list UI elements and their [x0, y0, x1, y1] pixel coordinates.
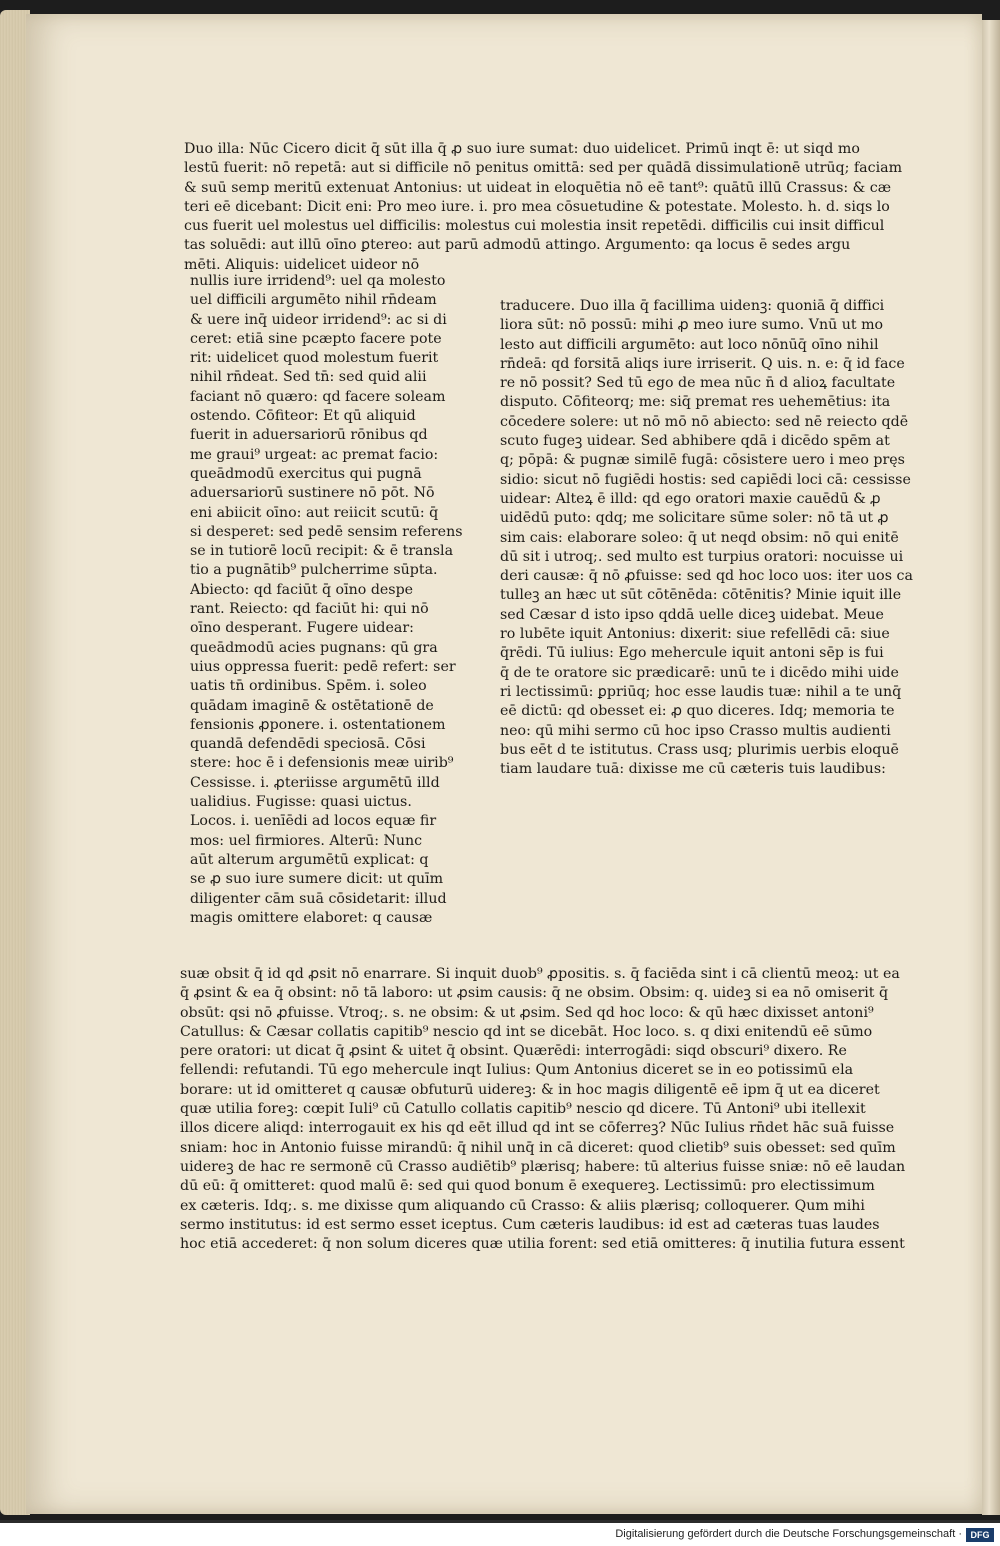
text-line: liora sūt: nō possū: mihi ꝓ meo iure sumo. Vnū ut mo: [500, 317, 884, 334]
text-line: se ꝓ suo iure sumere dicit: ut quīm: [190, 871, 444, 888]
text-line: borare: ut id omitteret q causæ obfuturū uidereꝫ: & in hoc magis diligentē eē ipm q̄ ut ea diceret: [180, 1081, 880, 1098]
page-right-edge: [982, 20, 1000, 1515]
text-line: mēti. Aliquis: uidelicet uideor nō: [184, 256, 420, 273]
text-line: tio a pugnātib⁹ pulcherrime sūpta.: [190, 562, 438, 579]
text-line: queādmodū acies pugnans: qū gra: [190, 639, 438, 656]
text-line: diligenter cām suā cōsidetarit: illud: [190, 890, 447, 907]
text-line: sim cais: elaborare soleo: q̄ ut neqd obsim: nō qui enitē: [500, 529, 899, 546]
text-line: q̄rēdi. Tū iulius: Ego mehercule iquit antoni sēp is fui: [500, 645, 884, 662]
text-line: illos dicere aliqd: interrogauit ex his qd eēt illud qd int se cōferreꝫ? Nūc Iulius rn̄det hāc suā fuisse: [180, 1120, 895, 1137]
text-line: sniam: hoc in Antonio fuisse mirandū: q̄ nihil unq̄ in cā diceret: quod clietib⁹ suis obesset: sed quīm: [180, 1139, 896, 1156]
text-line: Cessisse. i. ꝓteriisse argumētū illd: [190, 774, 440, 791]
text-line: uel difficili argumēto nihil rn̄deam: [190, 292, 437, 309]
text-line: neo: qū mihi sermo cū hoc ipso Crasso multis audienti: [500, 722, 891, 739]
text-line: nullis iure irridend⁹: uel qa molesto: [190, 273, 446, 289]
text-line: q̄ de te oratore sic prædicarē: unū te i dicēdo mihi uide: [500, 664, 899, 681]
text-line: & suū semp meritū extenuat Antonius: ut uideat in eloquētia nō eē tant⁹: quātū illū Crassus: & cæ: [184, 179, 892, 196]
text-line: tas soluēdi: aut illū oīno ꝑtereo: aut parū admodū attingo. Argumento: qa locus ē sedes argu: [184, 237, 851, 254]
text-block-bottom: [180, 965, 960, 1254]
text-line: faciant nō quæro: qd facere soleam: [190, 388, 446, 405]
text-line: lestū fuerit: nō repetā: aut si difficile nō penitus omittā: sed per quādā dissimulationē utrūq; faciam: [184, 160, 903, 177]
text-line: q; pōpā: & pugnæ similē fugā: cōsistere uero i meo pręs: [500, 452, 905, 469]
text-line: stere: hoc ē i defensionis meæ uirib⁹: [190, 755, 454, 772]
text-line: eē dictū: qd obesset ei: ꝓ quo diceres. Idq; memoria te: [500, 703, 895, 720]
text-line: aūt alterum argumētū explicat: q: [190, 851, 429, 868]
text-line: Abiecto: qd faciūt q̄ oīno despe: [190, 581, 414, 598]
footer-text: Digitalisierung gefördert durch die Deutsche Forschungsgemeinschaft ·: [615, 1528, 962, 1540]
text-line: me graui⁹ urgeat: ac premat facio:: [190, 446, 439, 463]
text-line: fellendi: refutandi. Tū ego mehercule inqt Iulius: Qum Antonius diceret se in eo potissimū ela: [180, 1062, 854, 1079]
text-line: deri causæ: q̄ nō ꝓfuisse: sed qd hoc loco uos: iter uos ca: [500, 568, 913, 585]
text-line: aduersariorū sustinere nō pōt. Nō: [190, 485, 435, 502]
text-line: dū eū: q̄ omitteret: quod malū ē: sed qui quod bonum ē exequereꝫ. Lectissimū: pro electissimum: [180, 1178, 875, 1195]
text-line: uius oppressa fuerit: pedē refert: ser: [190, 658, 456, 675]
text-line: quæ utilia foreꝫ: cœpit Iuli⁹ cū Catullo collatis capitib⁹ nescio qd dicere. Tū Antoni⁹ ubi itellexit: [180, 1101, 866, 1118]
text-line: Duo illa: Nūc Cicero dicit q̄ sūt illa q̄ ꝓ suo iure sumat: duo uidelicet. Primū inqt ē: ut siqd mo: [184, 141, 860, 157]
text-block-top: [184, 140, 960, 275]
text-line: scuto fugeꝫ uidear. Sed abhibere qdā i dicēdo spēm at: [500, 433, 890, 450]
text-line: fuerit in aduersariorū rōnibus qd: [190, 427, 428, 444]
text-line: q̄ ꝓsint & ea q̄ obsint: nō tā laboro: ut ꝓsim causis: q̄ ne obsim. Obsim: q. uideꝫ si ea nō omiserit q̄: [180, 985, 889, 1002]
text-line: ceret: etiā sine pcæpto facere pote: [190, 330, 442, 347]
text-line: cus fuerit uel molestus uel difficilis: molestus cui molestia insit repetēdi. difficilis cui insit difficul: [184, 218, 885, 235]
text-line: se in tutiorē locū recipit: & ē transla: [190, 543, 454, 560]
text-line: bus eēt d te istitutus. Crass usq; plurimis uerbis eloquē: [500, 741, 899, 758]
text-line: uidēdū puto: qdq; me solicitare sūme soler: nō tā ut ꝓ: [500, 510, 889, 527]
text-line: magis omittere elaboret: q causæ: [190, 909, 433, 926]
text-line: rant. Reiecto: qd faciūt hi: qui nō: [190, 601, 429, 618]
text-line: lesto aut difficili argumēto: aut loco nōnūq̄ oīno nihil: [500, 336, 879, 353]
text-line: quandā defendēdi speciosā. Cōsi: [190, 736, 426, 753]
text-line: cōcedere solere: ut nō mō nō abiecto: sed nē reiecto qdē: [500, 413, 909, 430]
text-line: teri eē dicebant: Dicit eni: Pro meo iure. i. pro mea cōsuetudine & potestate. Molesto. h. d. siqs lo: [184, 198, 890, 215]
text-line: si desperet: sed pedē sensim referens: [190, 523, 463, 540]
text-line: suæ obsit q̄ id qd ꝓsit nō enarrare. Si inquit duob⁹ ꝓpositis. s. q̄ faciēda sint i cā clientū meoꝝ: ut ea: [180, 966, 900, 982]
footer-attribution: [0, 1523, 1000, 1546]
text-line: traducere. Duo illa q̄ facillima uidenꝫ: quoniā q̄ diffici: [500, 298, 885, 314]
text-line: tiam laudare tuā: dixisse me cū cæteris tuis laudibus:: [500, 761, 886, 778]
text-line: re nō possit? Sed tū ego de mea nūc n̄ d alioꝝ facultate: [500, 375, 896, 392]
text-line: ro lubēte iquit Antonius: dixerit: siue refellēdi cā: siue: [500, 626, 890, 643]
text-line: ostendo. Cōfiteor: Et qū aliquid: [190, 408, 416, 425]
text-line: sed Cæsar d isto ipso qddā uelle diceꝫ uidebat. Meue: [500, 606, 884, 623]
text-line: uidear: Alteꝝ ē illd: qd ego oratori maxie cauēdū & ꝓ: [500, 490, 881, 507]
text-line: eni abiicit oīno: aut reiicit scutū: q̄: [190, 504, 439, 521]
text-line: sermo institutus: id est sermo esset iceptus. Cum cæteris laudibus: id est ad cæteras tuas laudes: [180, 1216, 880, 1233]
text-line: ex cæteris. Idq;. s. me dixisse qum aliquando cū Crasso: & aliis plærisq; colloquerer. Qum mihi: [180, 1197, 865, 1214]
text-line: tulleꝫ an hæc ut sūt cōtēnēda: cōtēnitis? Minie iquit ille: [500, 587, 902, 604]
text-line: sidio: sicut nō fugiēdi hostis: sed capiēdi loci cā: cessisse: [500, 471, 911, 488]
text-line: dū sit i utroq;. sed multo est turpius oratori: nocuisse ui: [500, 548, 904, 565]
text-line: uatis tn̄ ordinibus. Spēm. i. soleo: [190, 678, 427, 695]
text-line: ri lectissimū: ꝑpriūq; hoc esse laudis tuæ: nihil a te unq̄: [500, 683, 902, 700]
text-line: fensionis ꝓponere. i. ostentationem: [190, 716, 446, 733]
text-line: rit: uidelicet quod molestum fuerit: [190, 350, 439, 367]
text-line: rn̄deā: qd forsitā aliqs iure irriserit. Q uis. n. e: q̄ id face: [500, 355, 905, 372]
text-line: oīno desperant. Fugere uidear:: [190, 620, 414, 637]
text-line: hoc etiā accederet: q̄ non solum diceres quæ utilia forent: sed etiā omitteres: q̄ inutilia futura essent: [180, 1236, 905, 1253]
text-line: queādmodū exercitus qui pugnā: [190, 465, 422, 482]
text-line: uidereꝫ de hac re sermonē cū Crasso audiētib⁹ plærisq; habere: tū alterius fuisse sniæ: nō eē laudan: [180, 1158, 906, 1175]
text-block-left-column: [190, 272, 490, 928]
dfg-logo-icon: DFG: [966, 1528, 994, 1542]
text-line: disputo. Cōfiteorq; me: siq̄ premat res uehemētius: ita: [500, 394, 891, 411]
text-line: & uere inq̄ uideor irridend⁹: ac si di: [190, 311, 447, 328]
text-line: nihil rn̄deat. Sed tn̄: sed quid alii: [190, 369, 427, 386]
text-line: obsūt: qsi nō ꝓfuisse. Vtroq;. s. ne obsim: & ut ꝓsim. Sed qd hoc loco: & qū hæc dixisset antoni⁹: [180, 1004, 874, 1021]
text-line: mos: uel firmiores. Alterū: Nunc: [190, 832, 423, 849]
text-line: ualidius. Fugisse: quasi uictus.: [190, 794, 412, 811]
text-line: quādam imaginē & ostētationē de: [190, 697, 434, 714]
text-line: Locos. i. uenīēdi ad locos equæ fir: [190, 813, 437, 830]
text-line: Catullus: & Cæsar collatis capitib⁹ nescio qd int se dicebāt. Hoc loco. s. q dixi enitendū eē sūmo: [180, 1023, 873, 1040]
text-line: pere oratori: ut dicat q̄ ꝓsint & uitet q̄ obsint. Quærēdi: interrogādi: siqd obscuri⁹ dixero. Re: [180, 1043, 847, 1060]
text-block-right-column: [500, 297, 960, 779]
